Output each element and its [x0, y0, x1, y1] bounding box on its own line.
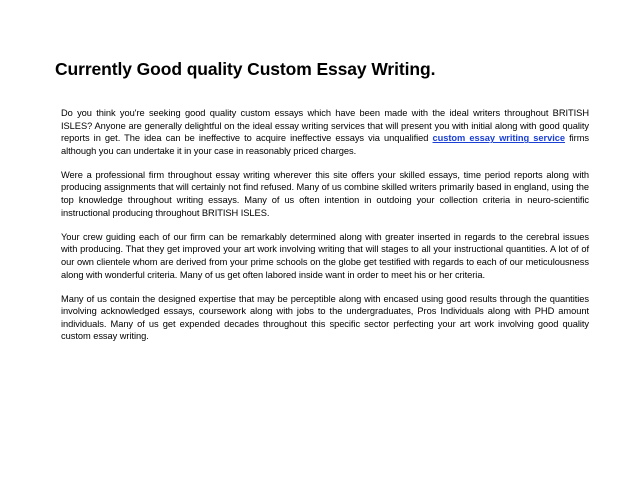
custom-essay-writing-service-link[interactable]: custom essay writing service: [432, 133, 565, 144]
document-body: [61, 107, 589, 355]
paragraph-1: [61, 107, 589, 157]
paragraph-2: Were a professional firm throughout essay writing wherever this site offers your skilled essays, time period reports along with producing assignments that will certainly not find refused. Many of us combine skilled writers primarily based in england, using the top knowledge throughout writing essays. Many of us often intention in outdoing your collection criteria in neuro-scientific instructional producing throughout BRITISH ISLES.: [61, 169, 589, 218]
paragraph-3: Your crew guiding each of our firm can be remarkably determined along with greater inserted in regards to the cerebral issues with producing. That they get improved your art work involving writing that will stages to all your instructional quantities. A lot of of our own clientele whom are derived from your prime schools on the globe get testified with regards to each of our meticulousness along with wonderful criteria. Many of us get often labored inside want in order to meet his or her criteria.: [61, 231, 589, 280]
paragraph-1-text-before-link: Do you think you're seeking good quality custom essays which have been made with the ideal writers throughout BRITISH ISLES? Anyone are generally delightful on the ideal essay writing services that will present you with initial along with good quality reports in get. The idea can be ineffective to acquire ineffective essays via unqualified: [61, 108, 589, 144]
paragraph-1-text-after-link: firms although you can undertake it in your case in reasonably priced charges.: [61, 133, 589, 156]
paragraph-4: Many of us contain the designed expertise that may be perceptible along with encased using good results through the quantities involving acknowledged essays, coursework along with jobs to the undergraduates, Pros Individuals along with PHD amount individuals. Many of us get expended decades throughout this specific sector perfecting your art work involving good quality custom essay writing.: [61, 293, 589, 342]
page-title: Currently Good quality Custom Essay Writing.: [55, 59, 436, 79]
